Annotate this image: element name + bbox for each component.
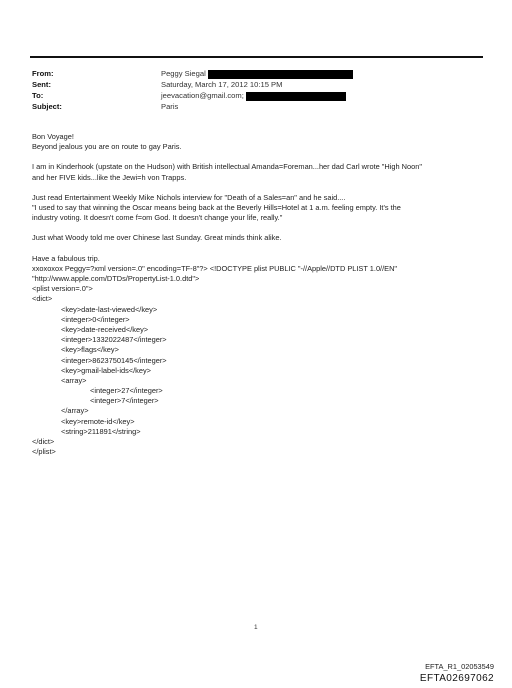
header-rule bbox=[30, 56, 483, 58]
plist-line: <key>flags</key> bbox=[61, 345, 119, 355]
body-line: "I used to say that winning the Oscar means being back at the Beverly Hills=Hotel at 1 a.m. feeling empty. It's the bbox=[32, 203, 401, 213]
plist-line: <integer>7</integer> bbox=[90, 396, 159, 406]
body-line: Beyond jealous you are on route to gay Paris. bbox=[32, 142, 182, 152]
document-id-large: EFTA02697062 bbox=[419, 673, 494, 684]
plist-line: </array> bbox=[61, 406, 89, 416]
paragraph-woody bbox=[32, 233, 484, 243]
subject-value: Paris bbox=[161, 102, 179, 111]
plist-line: </plist> bbox=[32, 447, 56, 457]
body-line: Have a fabulous trip. bbox=[32, 253, 100, 263]
paragraph-signoff bbox=[32, 254, 484, 285]
plist-line: <string>211891</string> bbox=[61, 426, 141, 436]
email-body bbox=[32, 132, 484, 457]
paragraph-greeting bbox=[32, 132, 484, 152]
body-line: Just read Entertainment Weekly Mike Nichols interview for "Death of a Sales=an" and he said.... bbox=[32, 192, 346, 202]
plist-line: <key>remote-id</key> bbox=[61, 416, 135, 426]
body-line: "http://www.apple.com/DTDs/PropertyList-1.0.dtd"> bbox=[32, 274, 200, 284]
plist-line: <key>gmail-label-ids</key> bbox=[61, 365, 151, 375]
sent-value: Saturday, March 17, 2012 10:15 PM bbox=[161, 80, 283, 89]
redaction-bar bbox=[246, 92, 346, 101]
body-line: xxoxoxox Peggy=?xml version=.0" encoding=TF-8"?> <!DOCTYPE plist PUBLIC "-//Apple//DTD PLIST 1.0//EN" bbox=[32, 263, 398, 273]
plist-line: <integer>0</integer> bbox=[61, 314, 130, 324]
subject-row bbox=[32, 101, 482, 112]
email-header bbox=[32, 68, 482, 112]
plist-block bbox=[32, 284, 484, 457]
to-row bbox=[32, 90, 482, 101]
plist-line: <integer>8623750145</integer> bbox=[61, 355, 167, 365]
plist-line: <integer>1332022487</integer> bbox=[61, 335, 167, 345]
plist-line: <integer>27</integer> bbox=[90, 386, 163, 396]
plist-line: <array> bbox=[61, 375, 87, 385]
paragraph-kinderhook bbox=[32, 162, 484, 182]
to-value: jeevacation@gmail.com; bbox=[161, 91, 244, 100]
body-line: industry voting. It doesn't come f=om God. It doesn't change your life, really." bbox=[32, 213, 283, 223]
plist-line: </dict> bbox=[32, 437, 55, 447]
plist-line: <key>date-received</key> bbox=[61, 324, 149, 334]
to-label: To: bbox=[32, 91, 44, 100]
paragraph-nichols bbox=[32, 193, 484, 224]
body-line: and her FIVE kids...like the Jewi=h von Trapps. bbox=[32, 172, 187, 182]
redaction-bar bbox=[208, 70, 353, 79]
sent-label: Sent: bbox=[32, 80, 51, 89]
document-id-small: EFTA_R1_02053549 bbox=[425, 662, 494, 671]
body-line: Bon Voyage! bbox=[32, 132, 74, 141]
body-line: Just what Woody told me over Chinese last Sunday. Great minds think alike. bbox=[32, 233, 282, 243]
from-label: From: bbox=[32, 69, 54, 78]
body-line: I am in Kinderhook (upstate on the Hudson) with British intellectual Amanda=Foreman...her dad Carl wrote "High Noon" bbox=[32, 162, 422, 172]
page-number: 1 bbox=[254, 624, 258, 631]
from-value: Peggy Siegal bbox=[161, 69, 206, 78]
sent-row bbox=[32, 79, 482, 90]
plist-line: <dict> bbox=[32, 294, 53, 304]
subject-label: Subject: bbox=[32, 102, 62, 111]
plist-line: <plist version=.0"> bbox=[32, 284, 93, 294]
plist-line: <key>date-last-viewed</key> bbox=[61, 304, 158, 314]
from-row bbox=[32, 68, 482, 79]
